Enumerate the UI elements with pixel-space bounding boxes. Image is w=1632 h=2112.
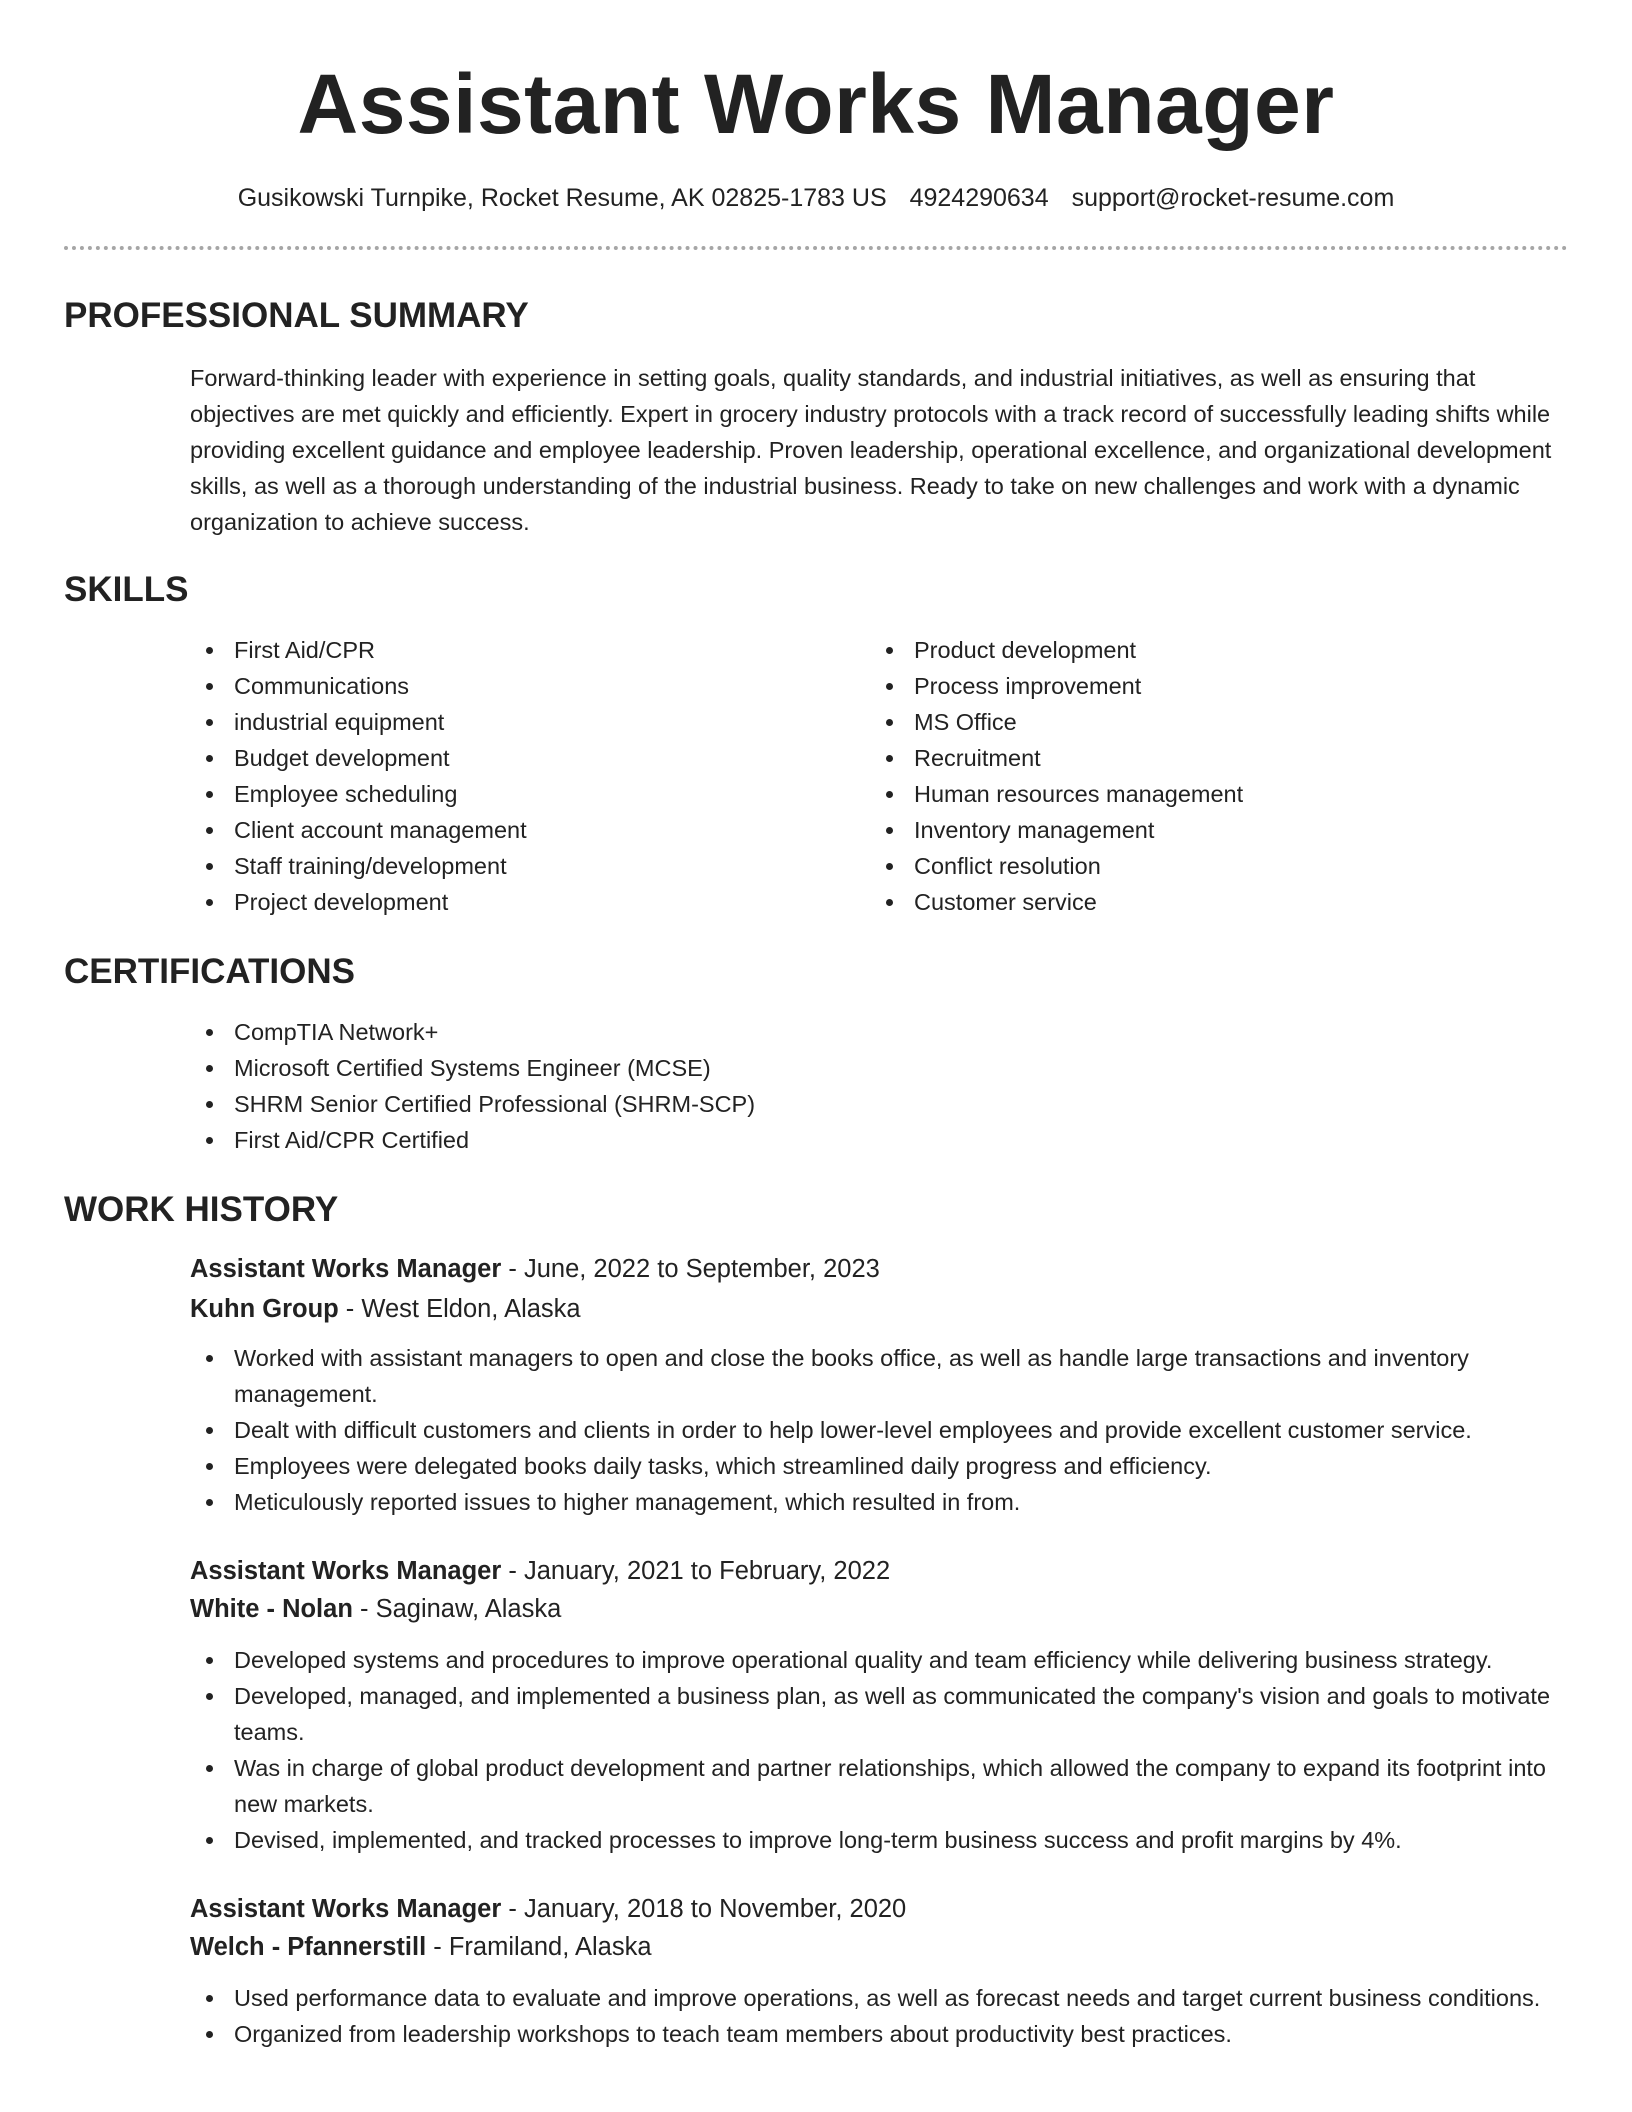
job-location: - Framiland, Alaska bbox=[426, 1933, 652, 1961]
skills-column-left bbox=[190, 632, 870, 920]
job-bullet: Devised, implemented, and tracked processes to improve long-term business success and profit margins by 4%. bbox=[190, 1822, 1568, 1858]
skill-item: First Aid/CPR bbox=[190, 632, 870, 668]
job-dates: - June, 2022 to September, 2023 bbox=[501, 1255, 880, 1283]
job-title: Assistant Works Manager bbox=[190, 1255, 502, 1283]
skills-column-right bbox=[870, 632, 1550, 920]
contact-email: support@rocket-resume.com bbox=[1071, 184, 1395, 212]
skills-heading: SKILLS bbox=[64, 570, 189, 609]
summary-text: Forward-thinking leader with experience in setting goals, quality standards, and industrial initiatives, as well as ensuring that objectives are met quickly and efficiently. Expert in grocery industry protocols with a track record of successfully leading shifts while providing excellent guidance and employee leadership. Proven leadership, operational excellence, and organizational development skills, as well as a thorough understanding of the industrial business. Ready to take on new challenges and work with a dynamic organization to achieve success. bbox=[190, 365, 1552, 535]
skill-item: Communications bbox=[190, 668, 870, 704]
certification-item: Microsoft Certified Systems Engineer (MCSE) bbox=[190, 1050, 1568, 1086]
job-bullet: Developed systems and procedures to improve operational quality and team efficiency while delivering business strategy. bbox=[190, 1642, 1568, 1678]
skill-item: Client account management bbox=[190, 812, 870, 848]
job-entry bbox=[190, 1250, 1568, 1520]
job-bullet: Employees were delegated books daily tasks, which streamlined daily progress and efficiency. bbox=[190, 1448, 1568, 1484]
job-company: Welch - Pfannerstill bbox=[190, 1933, 427, 1961]
skill-item: Staff training/development bbox=[190, 848, 870, 884]
job-bullets bbox=[190, 1340, 1568, 1520]
skill-item: Inventory management bbox=[870, 812, 1550, 848]
certification-item: SHRM Senior Certified Professional (SHRM-SCP) bbox=[190, 1086, 1568, 1122]
job-bullet: Meticulously reported issues to higher management, which resulted in from. bbox=[190, 1484, 1568, 1520]
summary-heading: PROFESSIONAL SUMMARY bbox=[64, 296, 529, 335]
resume-name: Assistant Works Manager bbox=[297, 57, 1335, 151]
skill-item: Human resources management bbox=[870, 776, 1550, 812]
skill-item: Budget development bbox=[190, 740, 870, 776]
job-company: White - Nolan bbox=[190, 1595, 353, 1623]
job-bullets bbox=[190, 1980, 1568, 2052]
certification-item: CompTIA Network+ bbox=[190, 1014, 1568, 1050]
job-company: Kuhn Group bbox=[190, 1295, 339, 1323]
skill-item: Conflict resolution bbox=[870, 848, 1550, 884]
contact-address: Gusikowski Turnpike, Rocket Resume, AK 02825-1783 US bbox=[237, 184, 887, 212]
job-dates: - January, 2018 to November, 2020 bbox=[501, 1895, 907, 1923]
job-company-line bbox=[190, 1928, 1568, 1966]
contact-phone: 4924290634 bbox=[909, 184, 1049, 212]
job-location: - Saginaw, Alaska bbox=[352, 1595, 562, 1623]
job-company-line bbox=[190, 1590, 1568, 1628]
skill-item: MS Office bbox=[870, 704, 1550, 740]
job-title: Assistant Works Manager bbox=[190, 1557, 502, 1585]
contact-line bbox=[64, 182, 1568, 214]
certifications-heading: CERTIFICATIONS bbox=[64, 952, 356, 991]
skill-item: Product development bbox=[870, 632, 1550, 668]
work-history-heading: WORK HISTORY bbox=[64, 1190, 339, 1229]
job-company-line bbox=[190, 1290, 1568, 1328]
skill-item: Process improvement bbox=[870, 668, 1550, 704]
job-bullet: Dealt with difficult customers and clients in order to help lower-level employees and provide excellent customer service. bbox=[190, 1412, 1568, 1448]
job-title-line bbox=[190, 1250, 1568, 1288]
certifications-list bbox=[190, 1014, 1568, 1158]
job-entry bbox=[190, 1890, 1568, 2052]
skill-item: Employee scheduling bbox=[190, 776, 870, 812]
header-divider bbox=[64, 246, 1568, 250]
job-title: Assistant Works Manager bbox=[190, 1895, 502, 1923]
job-dates: - January, 2021 to February, 2022 bbox=[501, 1557, 891, 1585]
resume-page bbox=[64, 0, 1568, 2052]
skill-item: Customer service bbox=[870, 884, 1550, 920]
job-title-line bbox=[190, 1890, 1568, 1928]
job-bullet: Organized from leadership workshops to teach team members about productivity best practices. bbox=[190, 2016, 1568, 2052]
job-location: - West Eldon, Alaska bbox=[338, 1295, 581, 1323]
job-title-line bbox=[190, 1552, 1568, 1590]
job-bullet: Worked with assistant managers to open and close the books office, as well as handle large transactions and inventory management. bbox=[190, 1340, 1568, 1412]
skill-item: Project development bbox=[190, 884, 870, 920]
job-entry bbox=[190, 1552, 1568, 1858]
skills-list bbox=[190, 632, 1568, 920]
skill-item: industrial equipment bbox=[190, 704, 870, 740]
job-bullets bbox=[190, 1642, 1568, 1858]
job-bullet: Developed, managed, and implemented a business plan, as well as communicated the company's vision and goals to motivate teams. bbox=[190, 1678, 1568, 1750]
skill-item: Recruitment bbox=[870, 740, 1550, 776]
job-bullet: Used performance data to evaluate and improve operations, as well as forecast needs and target current business conditions. bbox=[190, 1980, 1568, 2016]
job-bullet: Was in charge of global product development and partner relationships, which allowed the company to expand its footprint into new markets. bbox=[190, 1750, 1568, 1822]
certification-item: First Aid/CPR Certified bbox=[190, 1122, 1568, 1158]
